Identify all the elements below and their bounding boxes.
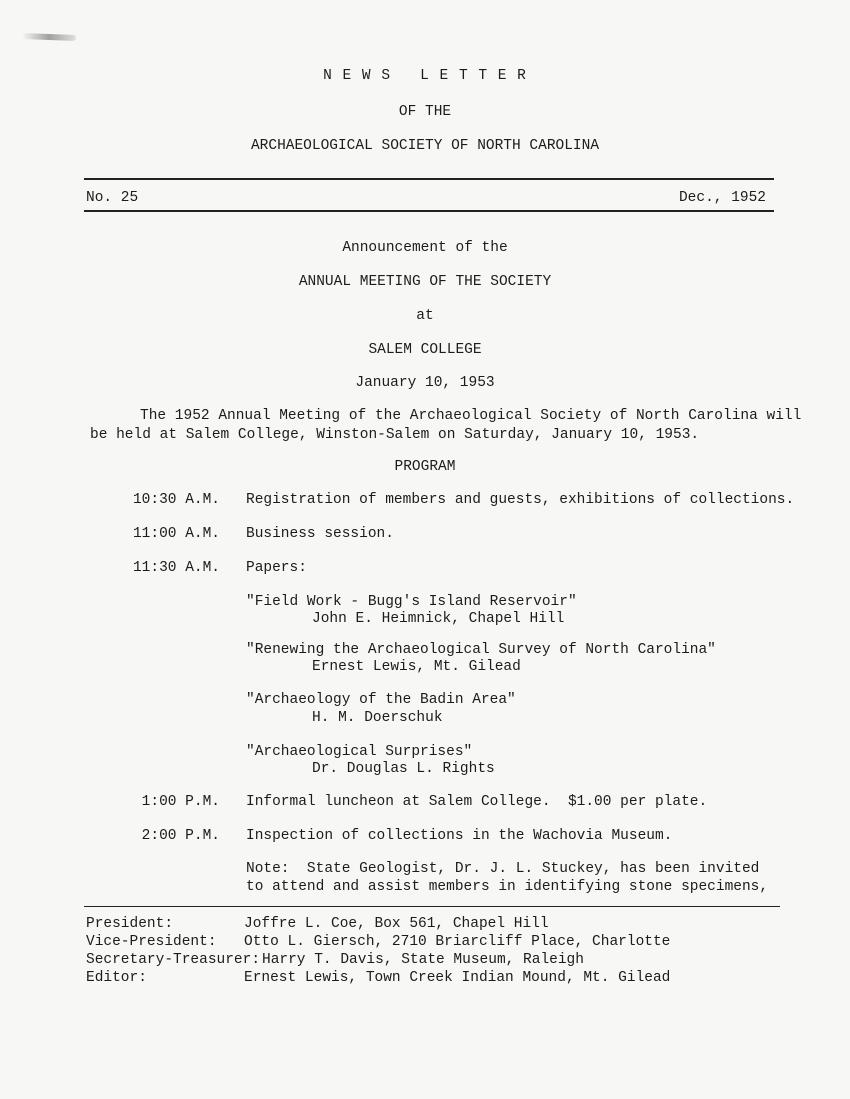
officer-role: President: <box>86 916 174 932</box>
top-rule <box>84 178 774 180</box>
program-text: Business session. <box>246 526 394 542</box>
paper-author: Dr. Douglas L. Rights <box>312 761 495 777</box>
meeting-heading: ANNUAL MEETING OF THE SOCIETY <box>298 274 552 290</box>
officer-detail: Harry T. Davis, State Museum, Raleigh <box>262 952 584 968</box>
program-time: 10:30 A.M. <box>132 492 220 508</box>
note-line-2: to attend and assist members in identifying stone specimens, <box>246 879 769 895</box>
announcement-line: Announcement of the <box>342 240 508 256</box>
program-text: Registration of members and guests, exhibitions of collections. <box>246 492 795 508</box>
paper-author: Ernest Lewis, Mt. Gilead <box>312 659 521 675</box>
paper-author: John E. Heimnick, Chapel Hill <box>312 611 565 627</box>
paper-title: "Archaeology of the Badin Area" <box>246 692 516 708</box>
page-smudge <box>22 33 76 41</box>
program-text: Informal luncheon at Salem College. $1.00 per plate. <box>246 794 708 810</box>
footer-rule <box>84 906 780 907</box>
program-text: Inspection of collections in the Wachovia Museum. <box>246 828 673 844</box>
program-time: 11:30 A.M. <box>132 560 220 576</box>
issue-number: No. 25 <box>86 190 139 206</box>
paper-title: "Archaeological Surprises" <box>246 744 473 760</box>
header-bottom-rule <box>84 210 774 212</box>
issue-date: Dec., 1952 <box>678 190 766 206</box>
paper-title: "Renewing the Archaeological Survey of North Carolina" <box>246 642 716 658</box>
meeting-date: January 10, 1953 <box>355 375 495 391</box>
officer-detail: Joffre L. Coe, Box 561, Chapel Hill <box>244 916 549 932</box>
newsletter-subtitle: OF THE <box>398 104 452 120</box>
program-time: 1:00 P.M. <box>141 794 220 810</box>
announcement-at: at <box>416 308 434 324</box>
note-line-1: Note: State Geologist, Dr. J. L. Stuckey, has been invited <box>246 861 760 877</box>
venue-heading: SALEM COLLEGE <box>368 342 482 358</box>
newsletter-title: N E W S L E T T E R <box>323 68 527 84</box>
program-heading: PROGRAM <box>394 459 456 475</box>
intro-line-1: The 1952 Annual Meeting of the Archaeological Society of North Carolina will <box>140 408 802 424</box>
officer-role: Secretary-Treasurer: <box>86 952 261 968</box>
society-name: ARCHAEOLOGICAL SOCIETY OF NORTH CAROLINA <box>250 138 600 154</box>
program-time: 2:00 P.M. <box>141 828 220 844</box>
officer-role: Vice-President: <box>86 934 217 950</box>
officer-role: Editor: <box>86 970 147 986</box>
officer-detail: Otto L. Giersch, 2710 Briarcliff Place, Charlotte <box>244 934 671 950</box>
paper-author: H. M. Doerschuk <box>312 710 443 726</box>
paper-title: "Field Work - Bugg's Island Reservoir" <box>246 594 577 610</box>
intro-line-2: be held at Salem College, Winston-Salem on Saturday, January 10, 1953. <box>90 427 700 443</box>
officer-detail: Ernest Lewis, Town Creek Indian Mound, Mt. Gilead <box>244 970 671 986</box>
program-text: Papers: <box>246 560 307 576</box>
program-time: 11:00 A.M. <box>132 526 220 542</box>
